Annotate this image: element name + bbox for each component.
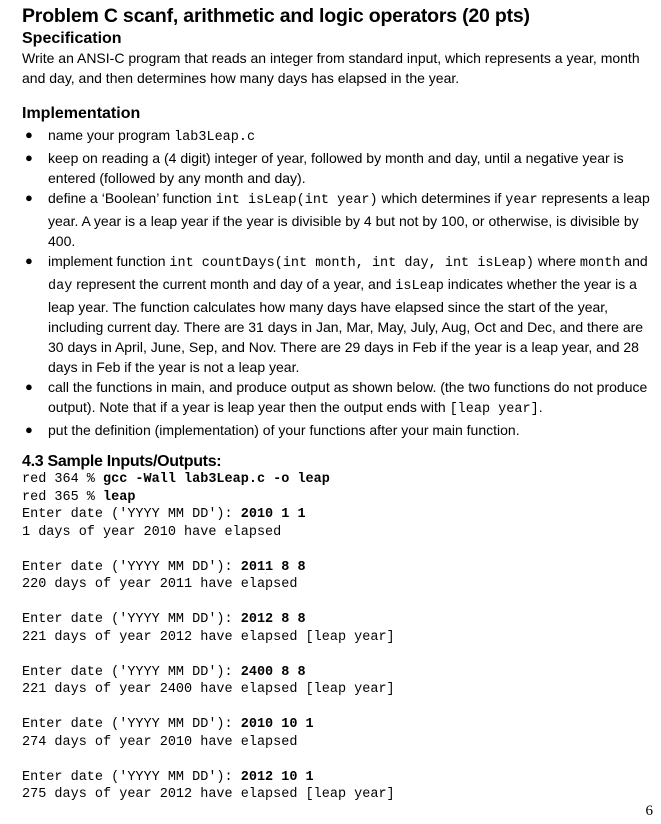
bullet-icon: ● — [25, 190, 33, 205]
implementation-list — [22, 125, 654, 440]
list-item: ● implement function int countDays(int month, int day, int isLeap) where month and day represent the current month and day of a year, and isLeap indicates whether the year is a leap year. The function calculates how many days have elapsed since the start of the year, including current day. There are 31 days in Jan, Mar, May, July, Aug, Oct and Dec, and there are 30 days in April, June, Sep, and Nov. There are 29 days in Feb if the year is a leap year, and 28 days in Feb if the year is not a leap year. — [25, 253, 648, 375]
year-code: year — [505, 193, 538, 208]
command-line: red 364 % gcc -Wall lab3Leap.c -o leap — [22, 472, 330, 487]
list-item: ● put the definition (implementation) of your functions after your main function. — [25, 422, 520, 438]
document-page — [22, 4, 654, 804]
prompt-line: Enter date ('YYYY MM DD'): 2012 10 1 — [22, 769, 314, 785]
bullet-icon: ● — [25, 379, 33, 394]
output-line: 220 days of year 2011 have elapsed — [22, 577, 298, 592]
isleap-code: isLeap — [395, 279, 444, 294]
leap-year-tag-code: [leap year] — [449, 402, 539, 417]
isleap-signature-code: int isLeap(int year) — [215, 193, 378, 208]
output-line: 221 days of year 2012 have elapsed [leap year] — [22, 629, 395, 645]
bullet-icon: ● — [25, 422, 33, 437]
list-item: ● name your program lab3Leap.c — [25, 127, 256, 145]
sample-heading: 4.3 Sample Inputs/Outputs: — [22, 453, 222, 470]
specification-text: Write an ANSI-C program that reads an integer from standard input, which represents a year, month and day, and then determines how many days has elapsed in the year. — [22, 50, 640, 86]
prompt-line: Enter date ('YYYY MM DD'): 2010 1 1 — [22, 507, 306, 522]
prompt-line: Enter date ('YYYY MM DD'): 2400 8 8 — [22, 664, 306, 680]
problem-title: Problem C scanf, arithmetic and logic operators (20 pts) — [22, 5, 530, 27]
day-code: day — [48, 279, 73, 294]
prompt-line: Enter date ('YYYY MM DD'): 2011 8 8 — [22, 559, 306, 575]
prompt-line: Enter date ('YYYY MM DD'): 2010 10 1 — [22, 717, 314, 732]
implementation-heading: Implementation — [22, 105, 141, 122]
bullet-icon: ● — [25, 150, 33, 165]
specification-heading: Specification — [22, 30, 122, 47]
filename-code: lab3Leap.c — [174, 130, 256, 145]
list-item: ● call the functions in main, and produce output as shown below. (the two functions do not produce output). Note that if a year is leap year then the output ends with [leap year]. — [25, 379, 648, 417]
output-line: 274 days of year 2010 have elapsed — [22, 734, 298, 750]
month-code: month — [579, 256, 621, 271]
terminal-transcript — [22, 471, 654, 804]
list-item: ● define a ‘Boolean’ function int isLeap(int year) which determines if year represents a leap year. A year is a leap year if the year is divisible by 4 but not by 100, or otherwise, is divisible by 400. — [25, 190, 650, 249]
prompt-line: Enter date ('YYYY MM DD'): 2012 8 8 — [22, 612, 306, 627]
countdays-signature-code: int countDays(int month, int day, int isLeap) — [169, 256, 534, 271]
output-line: 1 days of year 2010 have elapsed — [22, 524, 282, 540]
page-number: 6 — [645, 803, 653, 819]
bullet-icon: ● — [25, 127, 33, 142]
bullet-icon: ● — [25, 253, 33, 268]
output-line: 221 days of year 2400 have elapsed [leap year] — [22, 682, 395, 697]
output-line: 275 days of year 2012 have elapsed [leap year] — [22, 787, 395, 802]
command-line: red 365 % leap — [22, 489, 136, 505]
list-item: ● keep on reading a (4 digit) integer of year, followed by month and day, until a negative year is entered (followed by any month and day). — [25, 150, 624, 186]
